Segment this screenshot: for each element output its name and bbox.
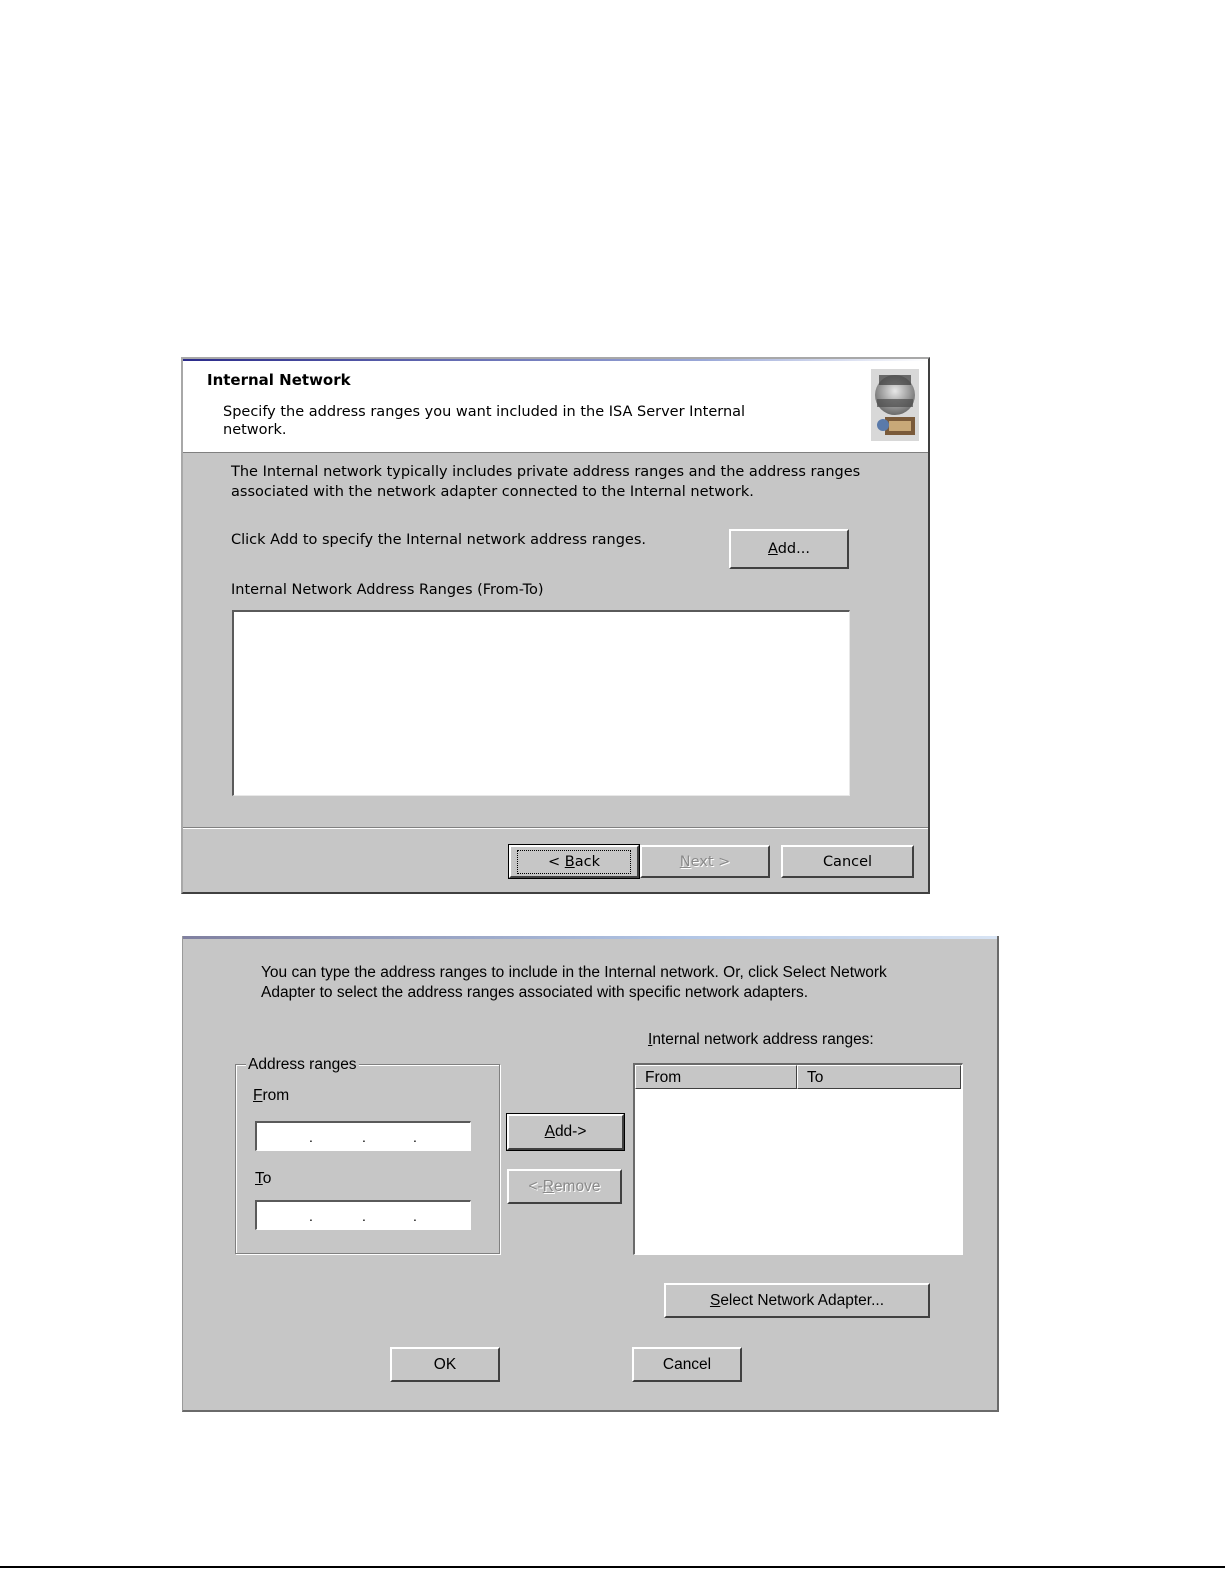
to-label xyxy=(255,1170,271,1188)
wizard-footer-separator xyxy=(183,827,928,829)
list-label-rest: nternal network address ranges: xyxy=(652,1031,874,1048)
address-ranges-list-label: Internal Network Address Ranges (From-To) xyxy=(231,582,544,598)
header-accent-line xyxy=(183,359,928,361)
select-network-adapter-button[interactable] xyxy=(664,1283,930,1318)
click-add-instruction: Click Add to specify the Internal network address ranges. xyxy=(231,532,647,548)
add-label: dd... xyxy=(777,541,810,557)
ip-separator: . xyxy=(362,1208,366,1224)
wizard-intro-text: The Internal network typically includes private address ranges and the address ranges associated with the network adapter connected to the Internal network. xyxy=(231,464,861,500)
address-ranges-dialog xyxy=(182,936,999,1412)
to-label-rest: o xyxy=(262,1170,272,1187)
add-range-label: dd-> xyxy=(554,1123,587,1140)
add-button[interactable] xyxy=(729,529,849,569)
back-prefix: < xyxy=(548,853,565,870)
column-header-to[interactable]: To xyxy=(797,1065,961,1089)
from-ip-field[interactable] xyxy=(255,1121,471,1151)
next-button[interactable] xyxy=(640,845,770,878)
ip-separator: . xyxy=(309,1208,313,1224)
next-accel: N xyxy=(679,853,691,870)
dialog-top-edge xyxy=(183,936,997,939)
back-focus-rect xyxy=(517,850,631,874)
back-button[interactable] xyxy=(509,845,639,878)
address-ranges-group-label: Address ranges xyxy=(248,1056,357,1073)
remove-prefix: <- xyxy=(528,1177,543,1195)
add-accel: A xyxy=(768,541,778,557)
add-range-accel: A xyxy=(544,1123,555,1140)
ranges-intro-text: You can type the address ranges to include in the Internal network. Or, click Select Network Adapter to select the address ranges associated with specific network adapters. xyxy=(261,964,887,1001)
ip-separator: . xyxy=(309,1129,313,1145)
ip-separator: . xyxy=(362,1129,366,1145)
wizard-header xyxy=(183,359,928,453)
back-label: ack xyxy=(574,853,600,870)
from-accel: F xyxy=(253,1087,263,1104)
internal-network-wizard xyxy=(181,357,930,894)
ok-button[interactable]: OK xyxy=(390,1347,500,1382)
to-ip-field[interactable] xyxy=(255,1200,471,1230)
remove-accel: R xyxy=(542,1177,554,1195)
add-range-button[interactable] xyxy=(507,1114,624,1150)
select-adapter-accel: S xyxy=(709,1291,721,1309)
list-label-accel: I xyxy=(648,1031,653,1048)
isa-server-logo-icon xyxy=(869,365,921,445)
select-adapter-label: elect Network Adapter... xyxy=(720,1291,885,1309)
remove-range-button[interactable] xyxy=(507,1169,622,1204)
internal-ranges-list-label xyxy=(648,1031,874,1049)
back-accel: B xyxy=(564,853,575,870)
ip-separator: . xyxy=(413,1208,417,1224)
to-accel: T xyxy=(255,1170,263,1187)
wizard-subtitle: Specify the address ranges you want included in the ISA Server Internal network. xyxy=(223,404,746,438)
remove-label: emove xyxy=(553,1177,601,1195)
from-label-rest: rom xyxy=(262,1087,290,1104)
internal-ranges-listview[interactable] xyxy=(633,1063,963,1255)
next-label: ext > xyxy=(690,853,731,870)
from-label xyxy=(253,1087,289,1105)
ranges-cancel-button[interactable]: Cancel xyxy=(632,1347,742,1382)
listview-header xyxy=(635,1065,961,1089)
cancel-button[interactable]: Cancel xyxy=(781,845,914,878)
column-header-from[interactable]: From xyxy=(635,1065,797,1089)
page-bottom-rule xyxy=(0,1566,1225,1568)
wizard-title: Internal Network xyxy=(207,371,351,389)
ip-separator: . xyxy=(413,1129,417,1145)
address-ranges-listbox[interactable] xyxy=(232,610,850,796)
